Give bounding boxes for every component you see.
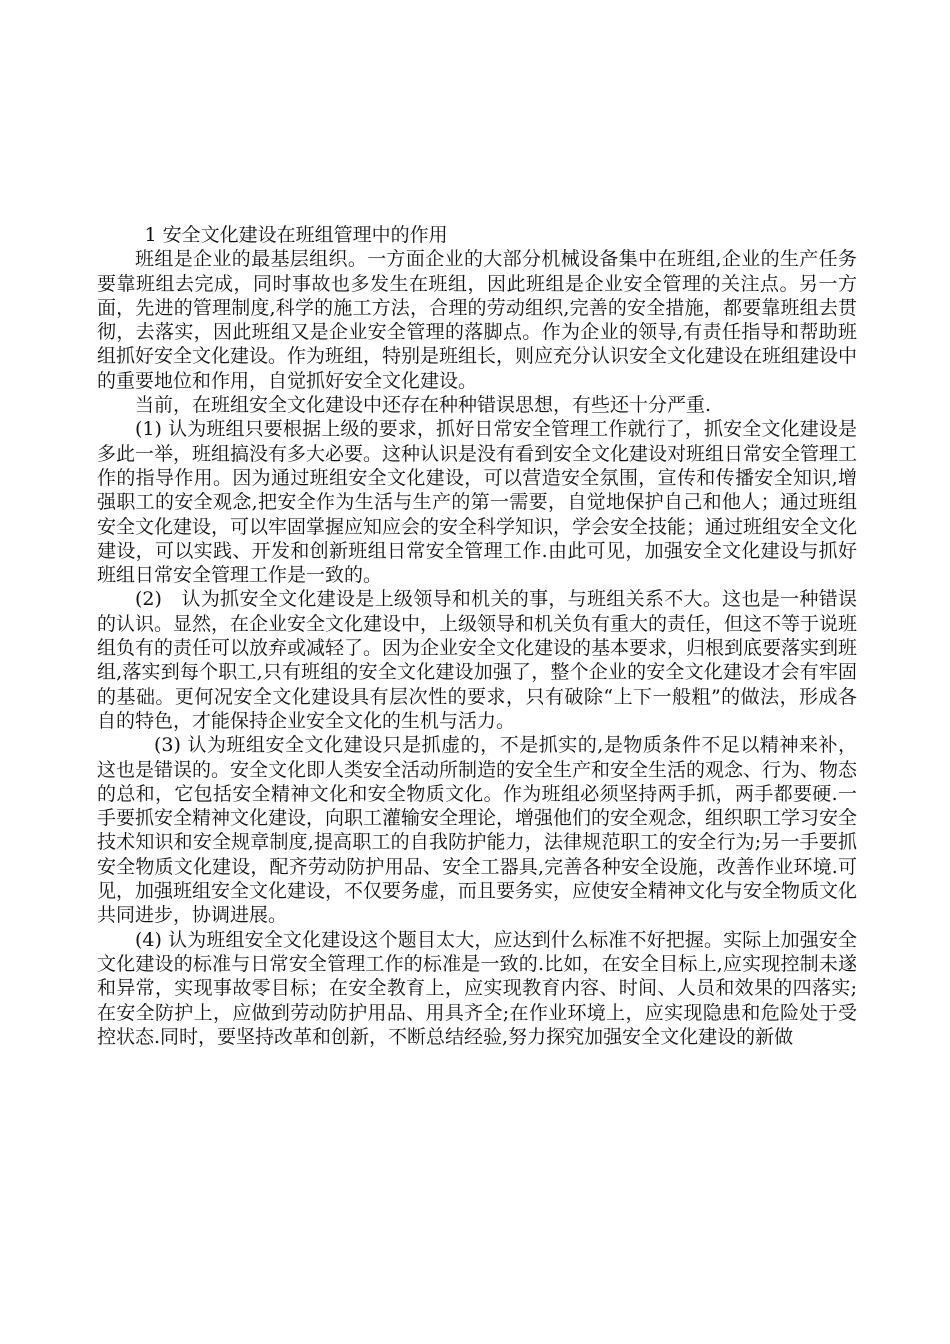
section-heading: 1 安全文化建设在班组管理中的作用 bbox=[144, 224, 448, 246]
paragraph-intro: 班组是企业的最基层组织。一方面企业的大部分机械设备集中在班组,企业的生产任务要靠班组去完成，同时事故也多发生在班组，因此班组是企业安全管理的关注点。另一方面，先进的管理制度,科学的施工方法，合理的劳动组织,完善的安全措施，都要靠班组去贯彻，去落实，因此班组又是企业安全管理的落脚点。作为企业的领导,有责任指导和帮助班组抓好安全文化建设。作为班组，特别是班组长，则应充分认识安全文化建设在班组建设中的重要地位和作用，自觉抓好安全文化建设。 bbox=[97, 248, 858, 392]
paragraph-point-2: (2) 认为抓安全文化建设是上级领导和机关的事，与班组关系不大。这也是一种错误的认识。显然，在企业安全文化建设中，上级领导和机关负有重大的责任，但这不等于说班组负有的责任可以放弃或减轻了。因为企业安全文化建设的基本要求，归根到底要落实到班组,落实到每个职工,只有班组的安全文化建设加强了，整个企业的安全文化建设才会有牢固的基础。更何况安全文化建设具有层次性的要求，只有破除“上下一般粗”的做法，形成各自的特色，才能保持企业安全文化的生机与活力。 bbox=[97, 588, 858, 732]
document-body bbox=[97, 223, 857, 1049]
paragraph-current-status: 当前，在班组安全文化建设中还存在种种错误思想，有些还十分严重. bbox=[135, 394, 712, 417]
paragraph-point-3: (3) 认为班组安全文化建设只是抓虚的，不是抓实的,是物质条件不足以精神来补，这也是错误的。安全文化即人类安全活动所制造的安全生产和安全生活的观念、行为、物态的总和，它包括安全精神文化和安全物质文化。作为班组必须坚持两手抓，两手都要硬.一手要抓安全精神文化建设，向职工灌输安全理论，增强他们的安全观念，组织职工学习安全技术知识和安全规章制度,提高职工的自我防护能力，法律规范职工的安全行为;另一手要抓安全物质文化建设，配齐劳动防护用品、安全工器具,完善各种安全设施，改善作业环境.可见，加强班组安全文化建设，不仅要务虚，而且要务实，应使安全精神文化与安全物质文化共同进步，协调进展。 bbox=[97, 734, 858, 927]
paragraph-point-1: (1) 认为班组只要根据上级的要求，抓好日常安全管理工作就行了，抓安全文化建设是多此一举，班组搞没有多大必要。这种认识是没有看到安全文化建设对班组日常安全管理工作的指导作用。因为通过班组安全文化建设，可以营造安全氛围，宣传和传播安全知识,增强职工的安全观念,把安全作为生活与生产的第一需要，自觉地保护自己和他人；通过班组安全文化建设，可以牢固掌握应知应会的安全科学知识，学会安全技能；通过班组安全文化建设，可以实践、开发和创新班组日常安全管理工作.由此可见，加强安全文化建设与抓好班组日常安全管理工作是一致的。 bbox=[97, 418, 858, 587]
paragraph-point-4: (4) 认为班组安全文化建设这个题目太大，应达到什么标准不好把握。实际上加强安全文化建设的标准与日常安全管理工作的标准是一致的.比如，在安全目标上,应实现控制未遂和异常，实现事故零目标；在安全教育上，应实现教育内容、时间、人员和效果的四落实;在安全防护上，应做到劳动防护用品、用具齐全;在作业环境上，应实现隐患和危险处于受控状态.同时，要坚持改革和创新，不断总结经验,努力探究加强安全文化建设的新做 bbox=[97, 928, 857, 1048]
